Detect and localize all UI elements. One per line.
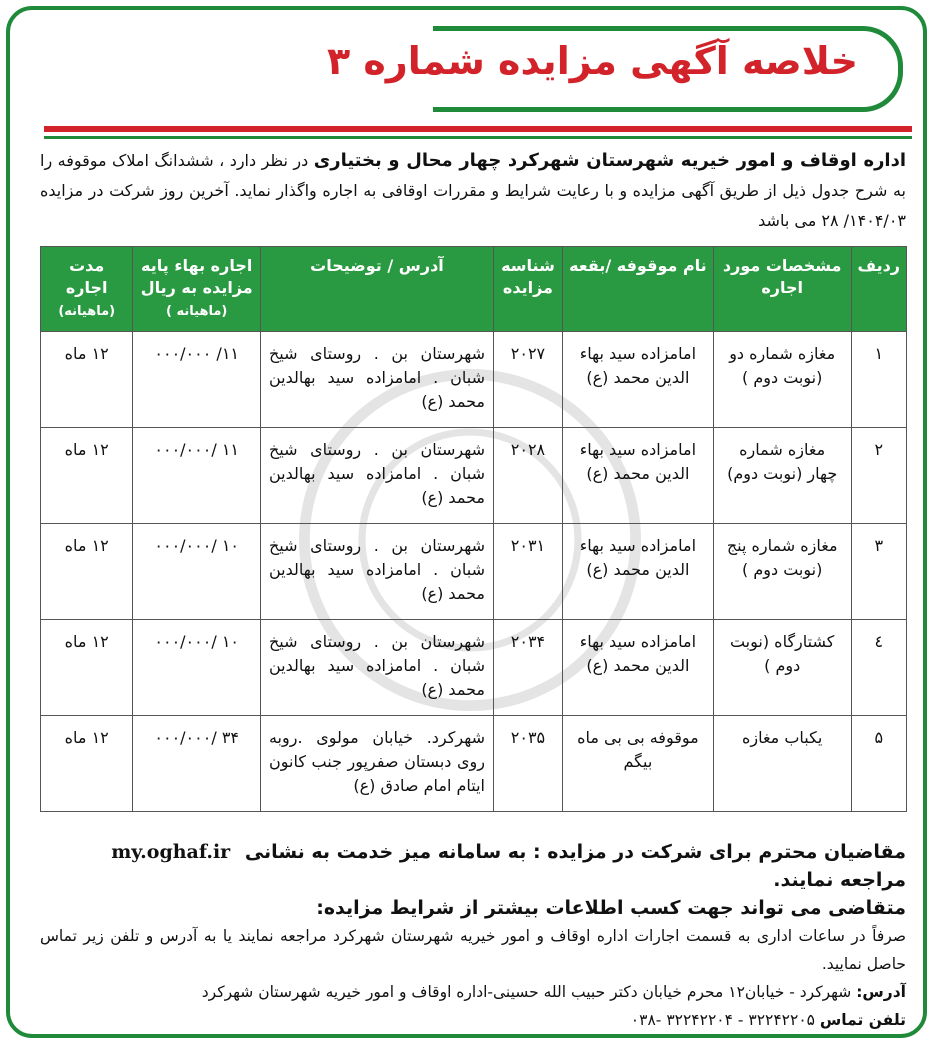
cell-base-rent: ۱۱ /۰۰۰/۰۰۰ [133, 428, 261, 524]
cell-base-rent: ۱۰ /۰۰۰/۰۰۰ [133, 620, 261, 716]
participation-text: مقاضیان محترم برای شرکت در مزایده : به سامانه میز خدمت به نشانی [244, 841, 906, 863]
table-row [41, 428, 907, 524]
cell-row-number: ۳ [851, 524, 906, 620]
info-text: صرفاً در ساعات اداری به قسمت اجارات اداره اوقاف و امور خیریه شهرستان شهرکرد مراجعه نمایند یا به آدرس و تلفن زیر تماس حاصل نمایید. [40, 927, 906, 973]
website-link[interactable]: my.oghaf.ir [111, 841, 231, 863]
divider-red [44, 126, 912, 132]
cell-duration: ۱۲ ماه [41, 620, 133, 716]
page-title: خلاصه آگهی مزایده شماره ۳ [326, 39, 858, 83]
cell-auction-id: ۲۰۲۷ [493, 332, 562, 428]
cell-address: شهرستان بن . روستای شیخ شبان . امامزاده سید بهالدین محمد (ع) [260, 524, 493, 620]
table-header-row [41, 247, 907, 332]
cell-duration: ۱۲ ماه [41, 716, 133, 812]
cell-auction-id: ۲۰۳۱ [493, 524, 562, 620]
cell-spec: یکباب مغازه [713, 716, 851, 812]
cell-spec: مغازه شماره دو (نوبت دوم ) [713, 332, 851, 428]
cell-duration: ۱۲ ماه [41, 332, 133, 428]
cell-auction-id: ۲۰۳۵ [493, 716, 562, 812]
phone-label: تلفن تماس [819, 1011, 906, 1029]
header-duration: مدت اجاره (ماهیانه) [41, 247, 133, 332]
footer-section [40, 838, 906, 1034]
cell-row-number: ۵ [851, 716, 906, 812]
table-row [41, 620, 907, 716]
table-row [41, 332, 907, 428]
cell-row-number: ۱ [851, 332, 906, 428]
cell-endowment-name: امامزاده سید بهاء الدین محمد (ع) [562, 620, 713, 716]
cell-base-rent: ۳۴ /۰۰۰/۰۰۰ [133, 716, 261, 812]
cell-address: شهرستان بن . روستای شیخ شبان . امامزاده سید بهالدین محمد (ع) [260, 620, 493, 716]
cell-endowment-name: امامزاده سید بهاء الدین محمد (ع) [562, 332, 713, 428]
address-value: شهرکرد - خیابان۱۲ محرم خیابان دکتر حبیب الله حسینی-اداره اوقاف و امور خیریه شهرستان شهرکرد [201, 983, 857, 1001]
cell-address: شهرکرد. خیابان مولوی .روبه روی دبستان صفرپور جنب کانون ایتام امام صادق (ع) [260, 716, 493, 812]
cell-address: شهرستان بن . روستای شیخ شبان . امامزاده سید بهالدین محمد (ع) [260, 332, 493, 428]
address-line [40, 978, 906, 1006]
cell-duration: ۱۲ ماه [41, 524, 133, 620]
cell-endowment-name: موقوفه بی بی ماه بیگم [562, 716, 713, 812]
intro-paragraph [40, 146, 906, 236]
info-heading: متقاضی می تواند جهت کسب اطلاعات بیشتر از شرایط مزایده: [316, 897, 906, 919]
divider-green [44, 136, 912, 139]
cell-endowment-name: امامزاده سید بهاء الدین محمد (ع) [562, 524, 713, 620]
cell-base-rent: ۱۰ /۰۰۰/۰۰۰ [133, 524, 261, 620]
cell-spec: کشتارگاه (نوبت دوم ) [713, 620, 851, 716]
organization-name: اداره اوقاف و امور خیریه شهرستان شهرکرد چهار محال و بختیاری [313, 150, 907, 171]
address-label: آدرس: [856, 983, 906, 1001]
header-row-number: ردیف [851, 247, 906, 332]
header-base-rent: اجاره بهاء پایه مزایده به ریال (ماهیانه ) [133, 247, 261, 332]
phone-value: ۳۲۲۴۲۲۰۵ - ۳۲۲۴۲۲۰۴ -۰۳۸ [630, 1011, 820, 1029]
phone-line [40, 1006, 906, 1034]
header-spec: مشخصات مورد اجاره [713, 247, 851, 332]
cell-auction-id: ۲۰۲۸ [493, 428, 562, 524]
table-row [41, 716, 907, 812]
title-banner [326, 26, 903, 112]
cell-duration: ۱۲ ماه [41, 428, 133, 524]
cell-base-rent: ۱۱/ ۰۰۰/۰۰۰ [133, 332, 261, 428]
header-endowment-name: نام موقوفه /بقعه [562, 247, 713, 332]
header-address: آدرس / توضیحات [260, 247, 493, 332]
intro-text: در نظر دارد ، ششدانگ املاک موقوفه را به شرح جدول ذیل از طریق آگهی مزایده و با رعایت شرایط و مقررات اوقافی به اجاره واگذار نماید. آخرین روز شرکت در مزایده ۱۴۰۴/۰۳/ ۲۸ می باشد [40, 151, 906, 230]
cell-spec: مغازه شماره چهار (نوبت دوم) [713, 428, 851, 524]
cell-spec: مغازه شماره پنج (نوبت دوم ) [713, 524, 851, 620]
participation-text-end: مراجعه نمایند. [773, 869, 906, 891]
cell-endowment-name: امامزاده سید بهاء الدین محمد (ع) [562, 428, 713, 524]
cell-row-number: ٤ [851, 620, 906, 716]
auction-table [40, 246, 907, 812]
participation-line [40, 838, 906, 894]
cell-row-number: ۲ [851, 428, 906, 524]
header-auction-id: شناسه مزایده [493, 247, 562, 332]
cell-address: شهرستان بن . روستای شیخ شبان . امامزاده سید بهالدین محمد (ع) [260, 428, 493, 524]
cell-auction-id: ۲۰۳۴ [493, 620, 562, 716]
table-row [41, 524, 907, 620]
